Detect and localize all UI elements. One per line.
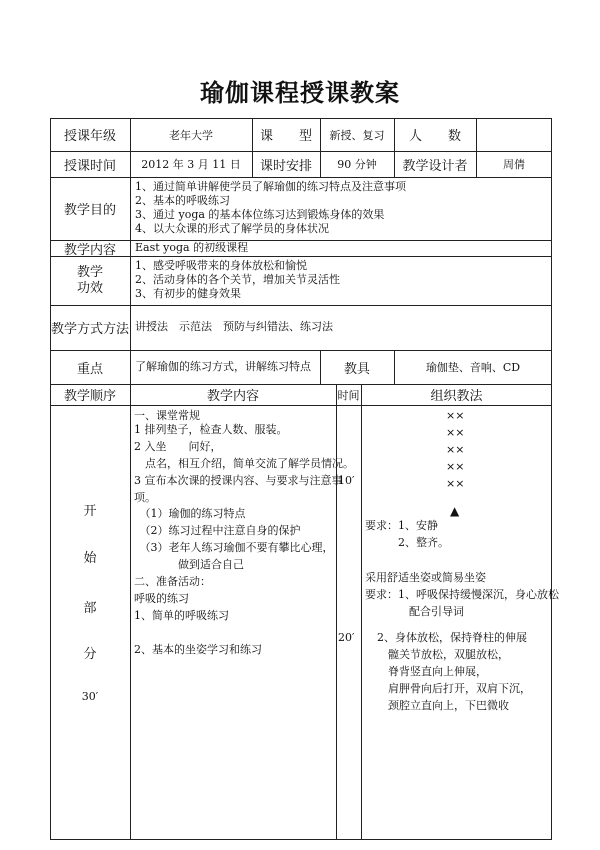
org-line: 2、整齐。 [365, 536, 449, 549]
goal-item: 1、通过简单讲解使学员了解瑜伽的练习特点及注意事项 [135, 180, 406, 193]
content-line: 2、基本的坐姿学习和练习 [134, 643, 262, 656]
section-char: 部 [83, 600, 97, 616]
schedule-label: 课时安排 [259, 158, 312, 174]
goal-item: 4、以大众课的形式了解学员的身体状况 [135, 222, 329, 235]
col-divider [361, 384, 362, 840]
student-formation [446, 409, 464, 494]
org-line: 肩胛骨向后打开，双肩下沉， [377, 682, 531, 695]
effect-item: 1、感受呼吸带来的身体放松和愉悦 [135, 259, 307, 272]
methods-value: 讲授法 示范法 预防与纠错法、练习法 [135, 320, 333, 333]
document-title: 瑜伽课程授课教案 [200, 79, 400, 107]
effect-item: 3、有初步的健身效果 [135, 287, 241, 300]
org-requirements [365, 519, 449, 550]
time-header: 时间 [337, 388, 360, 402]
section-duration: 30′ [81, 689, 99, 703]
org-line: 配合引导词 [365, 605, 464, 618]
effects-label-line: 教学 [76, 264, 103, 280]
time-value: 2012 年 3 月 11 日 [141, 158, 241, 171]
content-line: 1、简单的呼吸练习 [134, 609, 229, 622]
section-char: 始 [83, 550, 97, 566]
org-line: 脊背竖直向上伸展， [377, 665, 487, 678]
formation-row: ×× [446, 477, 465, 490]
effects-list [135, 259, 340, 301]
org-line: 要求：1、安静 [365, 519, 438, 532]
order-header: 教学顺序 [63, 389, 116, 404]
content-line: （2）练习过程中注意自身的保护 [134, 524, 301, 537]
content-value: East yoga 的初级课程 [135, 241, 249, 254]
col-divider [130, 118, 131, 840]
effects-label-line: 功效 [76, 280, 103, 296]
content-line: 一、课堂常规 [134, 409, 200, 422]
time-value-1: 10′ [338, 474, 355, 487]
content-line: 1 排列垫子，检查人数、服装。 [134, 423, 288, 436]
start-content [134, 409, 354, 657]
designer-value: 周倩 [503, 158, 525, 171]
count-label: 人 数 [408, 129, 461, 144]
teacher-position-icon: ▲ [450, 504, 460, 518]
type-label: 课 型 [259, 129, 312, 144]
formation-row: ×× [446, 426, 465, 439]
equipment-value: 瑜伽垫、音响、CD [425, 361, 521, 374]
time-label: 授课时间 [63, 158, 116, 174]
goals-list [135, 180, 406, 236]
grade-label: 授课年级 [63, 129, 116, 144]
content-line: （1）瑜伽的练习特点 [134, 507, 246, 520]
content-line: 做到适合自己 [134, 558, 244, 571]
content-line: 项。 [134, 491, 156, 504]
org-line: 采用舒适坐姿或简易坐姿 [365, 571, 486, 584]
content-line: （3）老年人练习瑜伽不要有攀比心理， [134, 541, 334, 554]
keypoints-label: 重点 [76, 361, 103, 377]
time-value-2: 20′ [338, 631, 355, 644]
methods-label: 教学方式方法 [50, 322, 129, 337]
type-value: 新授、复习 [329, 128, 385, 142]
formation-row: ×× [446, 460, 465, 473]
content-line [134, 626, 354, 640]
org-line: 要求：1、呼吸保持缓慢深沉，身心放松 [365, 588, 559, 601]
goals-label: 教学目的 [63, 203, 116, 218]
content-line: 3 宣布本次课的授课内容、与要求与注意事 [134, 474, 343, 487]
schedule-value: 90 分钟 [337, 158, 377, 171]
formation-row: ×× [446, 443, 465, 456]
organization-header: 组织教法 [430, 389, 483, 404]
formation-row: ×× [446, 409, 465, 422]
content-line: 呼吸的练习 [134, 592, 189, 605]
org-sitting [365, 571, 559, 619]
keypoints-value: 了解瑜伽的练习方式，讲解练习特点 [135, 360, 311, 373]
content-line: 二、准备活动： [134, 575, 211, 588]
section-char: 开 [83, 503, 97, 519]
grade-value: 老年大学 [169, 128, 213, 142]
count-value [476, 118, 552, 151]
equipment-label: 教具 [343, 361, 370, 377]
designer-label: 教学设计者 [402, 158, 468, 174]
effects-label [50, 256, 130, 305]
row-divider [50, 405, 552, 406]
content-header: 教学内容 [206, 389, 259, 404]
org-posture [377, 631, 531, 713]
org-line: 颈腔立直向上，下巴微收 [377, 699, 509, 712]
org-line: 髋关节放松，双腿放松， [377, 648, 509, 661]
goal-item: 2、基本的呼吸练习 [135, 194, 230, 207]
content-line: 点名，相互介绍，简单交流了解学员情况。 [134, 457, 354, 470]
goal-item: 3、通过 yoga 的基本体位练习达到锻炼身体的效果 [135, 208, 385, 221]
org-line: 2、身体放松，保持脊柱的伸展 [377, 631, 527, 644]
content-label: 教学内容 [63, 242, 116, 258]
effect-item: 2、活动身体的各个关节，增加关节灵活性 [135, 273, 340, 286]
section-char: 分 [83, 646, 97, 662]
content-line: 2 入坐 问好， [134, 440, 222, 453]
